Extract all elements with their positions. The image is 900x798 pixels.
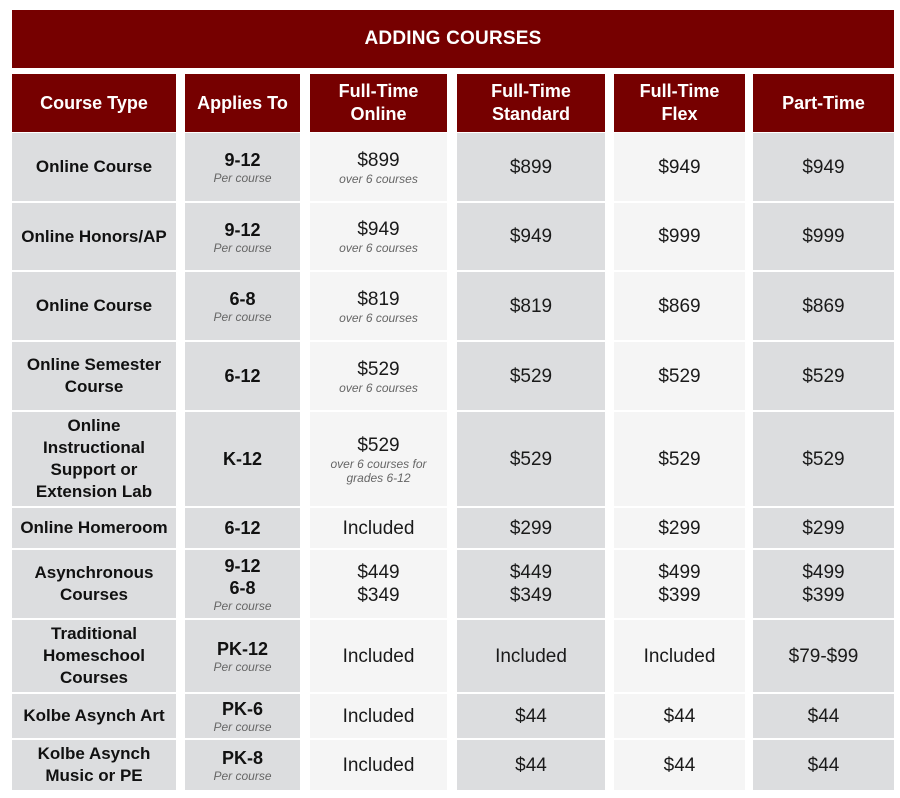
course-type-cell [12,412,176,506]
part-time-cell [753,694,894,738]
full-time-flex-cell [614,412,745,506]
price-value: $869 [802,295,845,317]
course-type-label: Online [67,416,121,435]
applies-to-cell [185,203,300,270]
applies-to-cell [185,550,300,618]
course-type-cell [12,342,176,410]
price-value: $899 [509,156,553,178]
per-course-note: Per course [213,720,272,734]
full-time-online-cell [310,620,447,692]
price-value: Included [495,645,567,667]
price-note: over 6 courses [339,310,418,325]
price-value: $44 [515,705,547,727]
per-course-note: Per course [213,171,272,185]
column-header-label: Part-Time [782,92,865,113]
price-value: $44 [807,754,840,776]
price-value: $44 [663,754,696,776]
column-header-full-time-flex [614,74,745,132]
full-time-flex-cell [614,342,745,410]
full-time-standard-cell [457,133,605,201]
applies-to-cell [185,133,300,201]
column-header-label: Flex [661,104,698,124]
course-type-label: Online Course [35,157,153,176]
grade-range: PK-6 [221,699,263,719]
course-type-label: Courses [59,585,129,604]
column-header-label: Full-Time [338,81,419,101]
course-type-label: Asynchronous [34,563,154,582]
full-time-online-cell [310,203,447,270]
full-time-online-cell [310,694,447,738]
grade-range: 9-12 [224,556,261,576]
price-value: $349 [357,585,400,606]
course-type-label: Online Semester [26,355,162,374]
course-type-label: Courses [59,668,129,687]
course-type-cell [12,740,176,790]
price-value: $819 [509,295,553,317]
course-type-label: Homeschool [42,646,146,665]
price-value: $899 [357,149,400,171]
full-time-online-cell [310,412,447,506]
course-type-label: Instructional [42,438,145,457]
price-value: $499 [658,562,701,583]
full-time-online-cell [310,508,447,548]
column-header-label: Applies To [197,92,288,113]
course-type-label: Kolbe Asynch Art [23,706,165,725]
full-time-standard-cell [457,508,605,548]
course-type-cell [12,272,176,340]
price-value: Included [342,754,415,776]
column-header-label: Full-Time [639,81,720,101]
part-time-cell [753,272,894,340]
full-time-online-cell [310,550,447,618]
price-value: $529 [802,365,845,387]
grade-range: 6-8 [229,289,256,309]
part-time-cell [753,508,894,548]
part-time-cell [753,550,894,618]
grade-range: 9-12 [224,150,261,170]
price-note: over 6 courses [339,241,418,255]
price-value: $349 [509,585,553,606]
course-type-label: Online Homeroom [20,518,168,537]
column-header-label: Full-Time [491,81,571,101]
applies-to-cell [185,508,300,548]
per-course-note: Per course [213,310,272,324]
course-type-cell [12,620,176,692]
price-value: $44 [515,754,547,776]
column-header-applies-to [185,74,300,132]
per-course-note: Per course [213,660,272,674]
price-value: $299 [509,517,553,539]
price-value: $299 [802,517,845,539]
course-type-cell [12,694,176,738]
price-value: $949 [509,226,553,247]
full-time-flex-cell [614,550,745,618]
price-value: $819 [357,288,400,310]
full-time-standard-cell [457,412,605,506]
price-value: $999 [802,226,845,247]
column-header-course-type [12,74,176,132]
course-type-cell [12,133,176,201]
full-time-standard-cell [457,740,605,790]
price-value: $529 [658,448,701,470]
price-value: $949 [802,156,845,178]
part-time-cell [753,620,894,692]
grade-range: 9-12 [224,219,261,240]
price-value: Included [342,517,415,539]
full-time-online-cell [310,272,447,340]
price-value: $449 [509,562,553,583]
price-value: $529 [802,448,845,470]
price-value: $79-$99 [788,645,859,667]
full-time-standard-cell [457,550,605,618]
price-value: $869 [658,295,701,317]
price-value: $44 [807,705,840,727]
full-time-flex-cell [614,272,745,340]
price-note: over 6 courses [339,380,418,395]
course-type-label: Online Course [35,296,153,315]
full-time-standard-cell [457,620,605,692]
price-value: Included [342,645,415,667]
price-value: Included [643,645,716,667]
price-note: over 6 courses for grades 6-12 [330,456,427,485]
full-time-flex-cell [614,694,745,738]
full-time-online-cell [310,133,447,201]
price-value: $44 [663,705,696,727]
price-value: $449 [357,562,400,583]
price-value: $949 [357,219,400,240]
full-time-flex-cell [614,620,745,692]
price-value: $529 [357,434,400,456]
full-time-standard-cell [457,203,605,270]
column-header-full-time-online [310,74,447,132]
column-header-label: Standard [491,104,570,124]
part-time-cell [753,203,894,270]
grade-range: PK-12 [216,639,269,659]
column-header-label: Course Type [40,92,148,113]
per-course-note: Per course [213,240,272,255]
price-value: $399 [658,585,701,606]
course-type-label: Kolbe Asynch [37,744,151,763]
course-type-cell [12,203,176,270]
price-value: $299 [658,517,701,539]
course-type-label: Traditional [51,624,137,643]
full-time-flex-cell [614,740,745,790]
grade-range: 6-12 [224,366,261,386]
price-value: $399 [802,585,845,606]
price-value: $529 [509,448,553,470]
full-time-flex-cell [614,133,745,201]
course-type-label: Online Honors/AP [21,226,167,246]
applies-to-cell [185,272,300,340]
course-type-label: Support or [50,460,138,479]
full-time-standard-cell [457,694,605,738]
table-title: ADDING COURSES [12,10,894,68]
price-value: $529 [357,358,400,380]
column-header-part-time [753,74,894,132]
applies-to-cell [185,740,300,790]
column-header-label: Online [350,104,407,124]
full-time-online-cell [310,342,447,410]
course-type-cell [12,508,176,548]
course-type-label: Extension Lab [35,482,153,501]
grade-range: 6-12 [224,518,261,538]
price-value: $499 [802,562,845,583]
per-course-note: Per course [213,599,272,613]
price-value: $949 [658,156,701,178]
applies-to-cell [185,412,300,506]
full-time-standard-cell [457,272,605,340]
course-type-label: Music or PE [45,766,143,785]
full-time-standard-cell [457,342,605,410]
price-note: over 6 courses [339,171,418,186]
part-time-cell [753,133,894,201]
part-time-cell [753,342,894,410]
applies-to-cell [185,694,300,738]
full-time-flex-cell [614,203,745,270]
price-value: $529 [658,365,701,387]
part-time-cell [753,412,894,506]
grade-range: PK-8 [221,748,263,768]
price-value: $529 [509,365,553,387]
grade-range: 6-8 [229,578,256,598]
course-type-cell [12,550,176,618]
price-value: $999 [658,226,701,247]
applies-to-cell [185,342,300,410]
full-time-online-cell [310,740,447,790]
part-time-cell [753,740,894,790]
grade-range: K-12 [222,449,262,469]
per-course-note: Per course [213,769,272,783]
course-type-label: Course [64,377,124,396]
column-header-full-time-standard [457,74,605,132]
full-time-flex-cell [614,508,745,548]
price-value: Included [342,705,415,727]
applies-to-cell [185,620,300,692]
